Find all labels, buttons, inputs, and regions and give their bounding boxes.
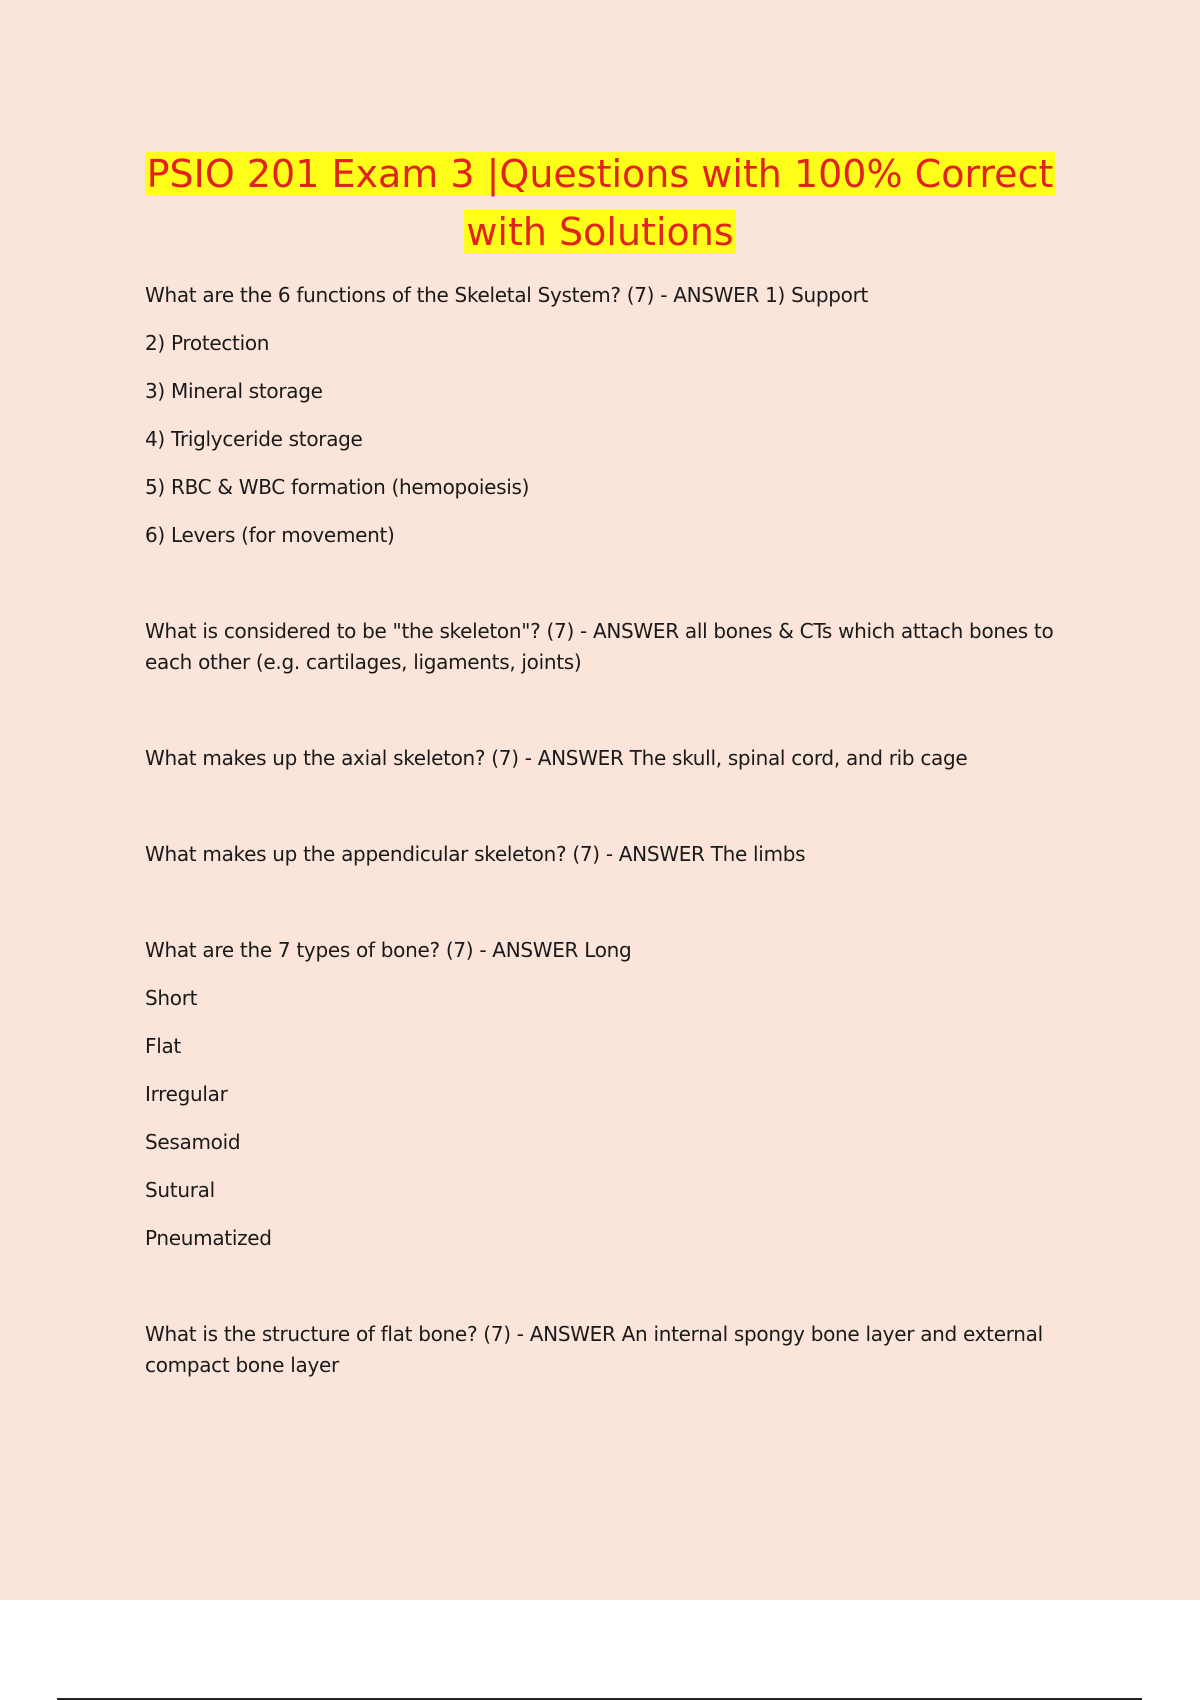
qa-item bbox=[145, 280, 1075, 551]
qa-question: What makes up the appendicular skeleton? (7) - ANSWER The limbs bbox=[145, 842, 806, 866]
qa-answer-line: 6) Levers (for movement) bbox=[145, 523, 395, 547]
qa-answer-line: Flat bbox=[145, 1034, 181, 1058]
qa-answer-line: Sutural bbox=[145, 1178, 215, 1202]
qa-answer-line: 4) Triglyceride storage bbox=[145, 427, 363, 451]
qa-item bbox=[145, 839, 1075, 870]
qa-answer-line: Sesamoid bbox=[145, 1130, 241, 1154]
qa-item bbox=[145, 743, 1075, 774]
qa-question: What is the structure of flat bone? (7) - ANSWER An internal spongy bone layer and external compact bone layer bbox=[145, 1322, 1043, 1377]
qa-answer-line: 5) RBC & WBC formation (hemopoiesis) bbox=[145, 475, 530, 499]
qa-answer-line: Short bbox=[145, 986, 198, 1010]
qa-question: What is considered to be "the skeleton"? (7) - ANSWER all bones & CTs which attach bones to each other (e.g. cartilages, ligaments, joints) bbox=[145, 619, 1054, 674]
qa-answer-line: Pneumatized bbox=[145, 1226, 272, 1250]
spacer bbox=[145, 791, 1075, 839]
spacer bbox=[145, 887, 1075, 935]
spacer bbox=[145, 568, 1075, 616]
document-title bbox=[0, 145, 1200, 261]
title-line-1: PSIO 201 Exam 3 |Questions with 100% Correct bbox=[146, 152, 1054, 196]
qa-question: What are the 6 functions of the Skeletal System? (7) - ANSWER 1) Support bbox=[145, 283, 869, 307]
qa-answer-line: 2) Protection bbox=[145, 331, 270, 355]
spacer bbox=[145, 1271, 1075, 1319]
qa-answer-line: Irregular bbox=[145, 1082, 228, 1106]
title-line-2: with Solutions bbox=[466, 210, 734, 254]
qa-question: What are the 7 types of bone? (7) - ANSWER Long bbox=[145, 938, 632, 962]
spacer bbox=[145, 695, 1075, 743]
qa-item bbox=[145, 616, 1075, 678]
qa-item bbox=[145, 1319, 1075, 1381]
qa-item bbox=[145, 935, 1075, 1254]
qa-list bbox=[145, 280, 1075, 1398]
qa-answer-line: 3) Mineral storage bbox=[145, 379, 323, 403]
qa-question: What makes up the axial skeleton? (7) - ANSWER The skull, spinal cord, and rib cage bbox=[145, 746, 968, 770]
